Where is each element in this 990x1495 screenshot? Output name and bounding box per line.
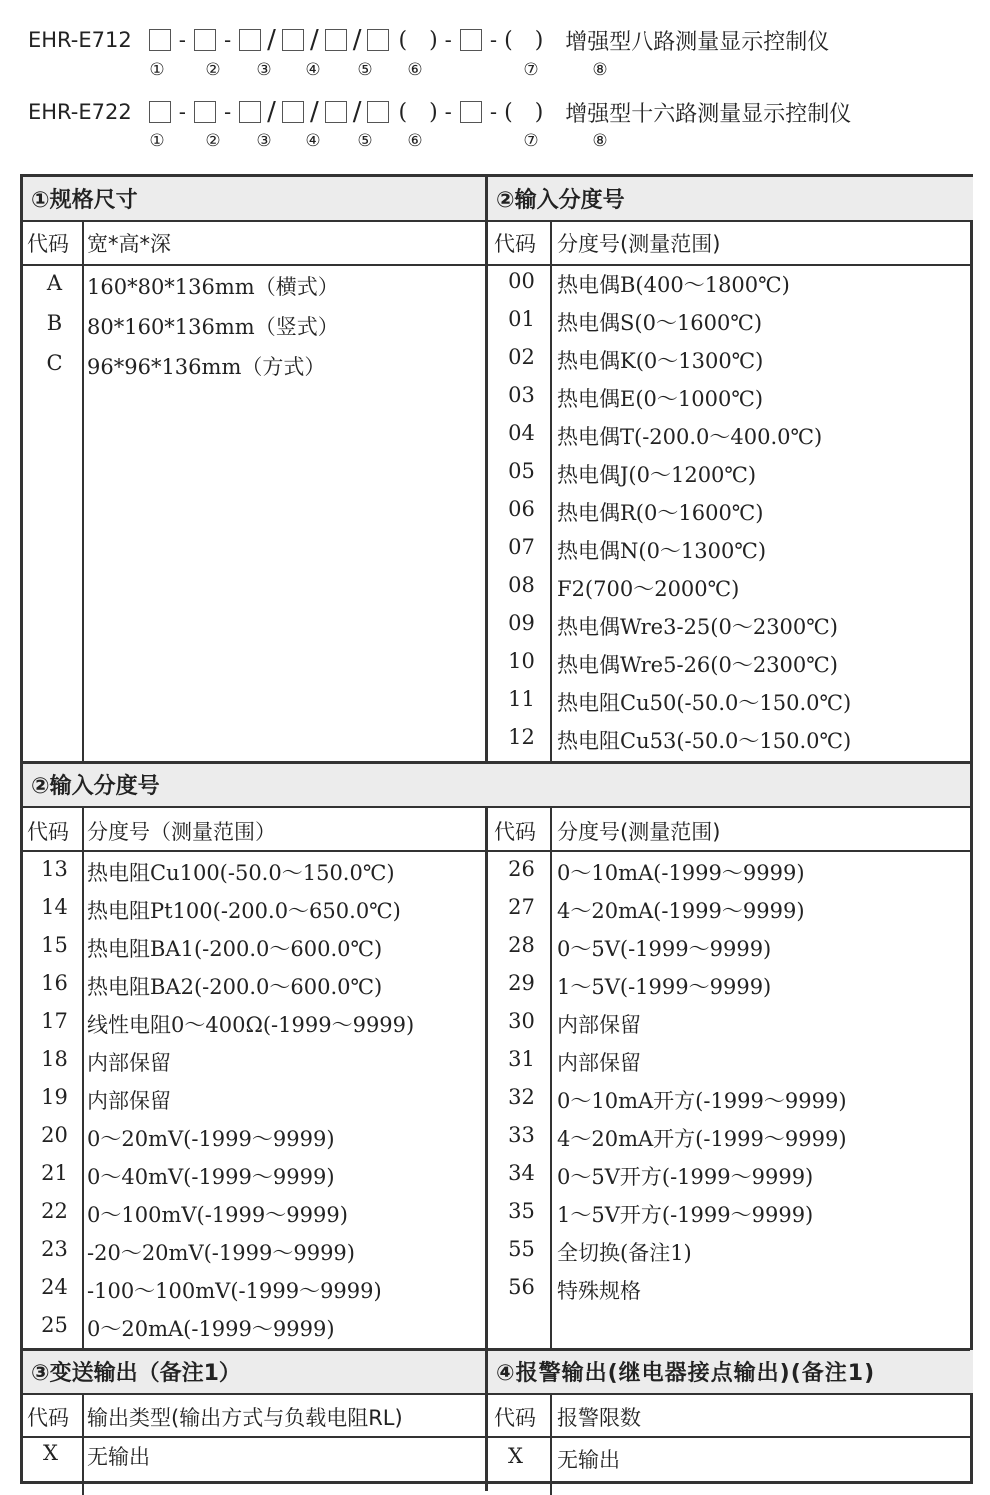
position-number: ⑦: [523, 131, 539, 151]
row-desc: 热电阻Cu53(-50.0～150.0℃): [557, 729, 852, 753]
row-desc: 热电偶R(0～1600℃): [557, 501, 764, 525]
divider: [82, 222, 84, 763]
paren-open: (: [398, 99, 408, 125]
row-code: 14: [41, 895, 68, 919]
row-desc: 96*96*136mm（方式）: [87, 355, 326, 379]
col-header-range: 分度号（测量范围）: [87, 820, 276, 844]
row-desc: 热电偶Wre5-26(0～2300℃): [557, 653, 838, 677]
position-number: ②: [205, 60, 221, 80]
position-number: ①: [149, 60, 165, 80]
row-desc: -100～100mV(-1999～9999): [87, 1279, 382, 1303]
row-code: 26: [508, 857, 535, 881]
row-code: 13: [41, 857, 68, 881]
row-desc: 80*160*136mm（竖式）: [87, 315, 339, 339]
row-code: 00: [508, 269, 535, 293]
divider: [23, 761, 970, 764]
row-code: 34: [508, 1161, 535, 1185]
row-code: 08: [508, 573, 535, 597]
row-desc: 0～20mA(-1999～9999): [87, 1317, 335, 1341]
paren-close: ): [429, 99, 438, 125]
col-header-alarm-count: 报警限数: [557, 1406, 641, 1430]
section-title-transmit: ③变送输出（备注1）: [23, 1350, 485, 1393]
row-desc: 0～100mV(-1999～9999): [87, 1203, 348, 1227]
row-code: 29: [508, 971, 535, 995]
row-code: 32: [508, 1085, 535, 1109]
section-title-input-a: ②输入分度号: [488, 177, 973, 220]
position-number: ⑦: [523, 60, 539, 80]
row-desc: 热电阻BA1(-200.0～600.0℃): [87, 937, 383, 961]
row-desc: 160*80*136mm（横式）: [87, 275, 339, 299]
code-box: [460, 29, 482, 51]
row-desc: -20～20mV(-1999～9999): [87, 1241, 355, 1265]
position-number: ③: [256, 60, 272, 80]
divider: [82, 808, 84, 1350]
position-number: ②: [205, 131, 221, 151]
row-code: 15: [41, 933, 68, 957]
row-desc: 0～20mV(-1999～9999): [87, 1127, 335, 1151]
row-desc: F2(700～2000℃): [557, 577, 740, 601]
row-code: 20: [41, 1123, 68, 1147]
code-box: [149, 101, 171, 123]
row-code: 02: [508, 345, 535, 369]
row-desc: 内部保留: [557, 1013, 641, 1037]
row-code: 18: [41, 1047, 68, 1071]
row-code: 31: [508, 1047, 535, 1071]
divider: [485, 1351, 488, 1491]
row-code: X: [43, 1441, 58, 1465]
row-desc: 热电偶Wre3-25(0～2300℃): [557, 615, 838, 639]
col-header-code: 代码: [494, 820, 536, 844]
position-number: ④: [305, 131, 321, 151]
col-header-code: 代码: [494, 232, 536, 256]
row-desc: 热电偶E(0～1000℃): [557, 387, 764, 411]
row-desc: 4～20mA(-1999～9999): [557, 899, 805, 923]
code-box: [282, 101, 304, 123]
col-header-code: 代码: [27, 232, 69, 256]
row-code: 06: [508, 497, 535, 521]
paren-close: ): [534, 27, 544, 53]
row-desc: 0～10mA开方(-1999～9999): [557, 1089, 847, 1113]
divider: [23, 220, 970, 222]
selection-table: [20, 174, 973, 1484]
row-desc: 热电偶K(0～1300℃): [557, 349, 764, 373]
row-code: B: [46, 311, 63, 335]
divider: [485, 177, 488, 763]
col-header-range: 分度号(测量范围): [557, 820, 721, 844]
model-code: EHR-E712: [28, 28, 132, 52]
dash-separator: -: [444, 28, 452, 52]
row-desc: 0～40mV(-1999～9999): [87, 1165, 335, 1189]
position-numbers-row: [0, 60, 990, 80]
col-header-code: 代码: [27, 820, 69, 844]
code-box: [239, 101, 261, 123]
dash-separator: -: [178, 28, 186, 52]
row-code: 07: [508, 535, 535, 559]
row-desc: 内部保留: [87, 1051, 171, 1075]
position-number: ⑤: [357, 60, 373, 80]
col-header-code: 代码: [494, 1406, 536, 1430]
position-number: ⑧: [592, 131, 608, 151]
position-number: ⑥: [407, 60, 423, 80]
row-code: 28: [508, 933, 535, 957]
row-desc: 全切换(备注1): [557, 1241, 692, 1265]
row-desc: 热电偶B(400～1800℃): [557, 273, 790, 297]
row-desc: 热电阻Cu50(-50.0～150.0℃): [557, 691, 852, 715]
model-description: 增强型十六路测量显示控制仪: [565, 101, 852, 127]
divider: [23, 1348, 970, 1351]
paren-close: ): [429, 27, 438, 53]
slash-separator: /: [352, 25, 362, 55]
divider: [23, 850, 970, 852]
section-title-input-b: ②输入分度号: [23, 763, 970, 806]
col-header-output-type: 输出类型(输出方式与负载电阻RL): [87, 1406, 403, 1430]
row-code: 23: [41, 1237, 68, 1261]
row-desc: 无输出: [557, 1448, 620, 1472]
row-desc: 特殊规格: [557, 1279, 641, 1303]
divider: [23, 1436, 970, 1438]
row-desc: 1～5V开方(-1999～9999): [557, 1203, 814, 1227]
code-box: [194, 29, 216, 51]
divider: [23, 1393, 970, 1395]
model-description: 增强型八路测量显示控制仪: [565, 29, 830, 55]
paren-open: (: [398, 27, 408, 53]
divider: [485, 808, 488, 1350]
model-code: EHR-E722: [28, 100, 132, 124]
row-code: 12: [508, 725, 535, 749]
col-header-code: 代码: [27, 1406, 69, 1430]
slash-separator: /: [309, 97, 319, 127]
row-desc: 4～20mA开方(-1999～9999): [557, 1127, 847, 1151]
row-desc: 1～5V(-1999～9999): [557, 975, 772, 999]
row-code: 17: [41, 1009, 68, 1033]
position-number: ④: [305, 60, 321, 80]
row-desc: 热电阻Pt100(-200.0～650.0℃): [87, 899, 401, 923]
col-header-range: 分度号(测量范围): [557, 232, 721, 256]
divider: [550, 1395, 552, 1495]
row-code: 22: [41, 1199, 68, 1223]
model-line-e722: [28, 94, 851, 130]
row-desc: 0～5V开方(-1999～9999): [557, 1165, 814, 1189]
code-box: [194, 101, 216, 123]
row-desc: 线性电阻0～400Ω(-1999～9999): [87, 1013, 415, 1037]
paren-open: (: [504, 99, 513, 125]
divider: [23, 264, 970, 266]
row-code: 35: [508, 1199, 535, 1223]
paren-close: ): [534, 99, 544, 125]
row-code: 11: [508, 687, 535, 711]
slash-separator: /: [352, 97, 362, 127]
code-box: [239, 29, 261, 51]
divider: [23, 806, 970, 808]
row-desc: 内部保留: [87, 1089, 171, 1113]
code-box: [325, 29, 347, 51]
row-code: 05: [508, 459, 535, 483]
divider: [82, 1395, 84, 1495]
row-code: 56: [508, 1275, 535, 1299]
section-title-alarm: ④报警输出(继电器接点输出)(备注1): [488, 1350, 973, 1393]
col-header-size: 宽*高*深: [87, 232, 171, 256]
code-box: [367, 101, 389, 123]
dash-separator: -: [223, 100, 232, 124]
dash-separator: -: [444, 100, 452, 124]
model-line-e712: [28, 22, 829, 58]
code-box: [325, 101, 347, 123]
row-desc: 热电阻Cu100(-50.0～150.0℃): [87, 861, 395, 885]
code-box: [282, 29, 304, 51]
row-desc: 热电偶S(0～1600℃): [557, 311, 763, 335]
row-desc: 热电偶T(-200.0～400.0℃): [557, 425, 823, 449]
slash-separator: /: [267, 25, 276, 55]
position-number: ①: [149, 131, 165, 151]
code-box: [367, 29, 389, 51]
row-code: 55: [508, 1237, 535, 1261]
row-code: 30: [508, 1009, 535, 1033]
position-numbers-row: [0, 131, 990, 151]
row-code: C: [46, 351, 63, 375]
dash-separator: -: [489, 100, 498, 124]
row-code: 33: [508, 1123, 535, 1147]
row-desc: 0～10mA(-1999～9999): [557, 861, 805, 885]
divider: [550, 808, 552, 1350]
position-number: ⑧: [592, 60, 608, 80]
row-code: 25: [41, 1313, 68, 1337]
row-code: 10: [508, 649, 535, 673]
row-desc: 热电偶J(0～1200℃): [557, 463, 757, 487]
row-code: 16: [41, 971, 68, 995]
row-desc: 0～5V(-1999～9999): [557, 937, 772, 961]
slash-separator: /: [267, 97, 276, 127]
row-code: 04: [508, 421, 535, 445]
row-code: 09: [508, 611, 535, 635]
divider: [550, 222, 552, 763]
row-code: 03: [508, 383, 535, 407]
position-number: ⑤: [357, 131, 373, 151]
row-desc: 热电阻BA2(-200.0～600.0℃): [87, 975, 383, 999]
row-desc: 无输出: [87, 1445, 150, 1469]
row-desc: 内部保留: [557, 1051, 641, 1075]
row-code: X: [508, 1444, 523, 1468]
row-code: 19: [41, 1085, 68, 1109]
row-code: A: [46, 271, 63, 295]
dash-separator: -: [178, 100, 186, 124]
code-box: [460, 101, 482, 123]
row-code: 21: [41, 1161, 68, 1185]
slash-separator: /: [309, 25, 319, 55]
row-code: 24: [41, 1275, 68, 1299]
dash-separator: -: [489, 28, 498, 52]
position-number: ③: [256, 131, 272, 151]
position-number: ⑥: [407, 131, 423, 151]
row-code: 27: [508, 895, 535, 919]
section-title-size: ①规格尺寸: [23, 177, 485, 220]
row-code: 01: [508, 307, 535, 331]
paren-open: (: [504, 27, 513, 53]
code-box: [149, 29, 171, 51]
row-desc: 热电偶N(0～1300℃): [557, 539, 767, 563]
dash-separator: -: [223, 28, 232, 52]
